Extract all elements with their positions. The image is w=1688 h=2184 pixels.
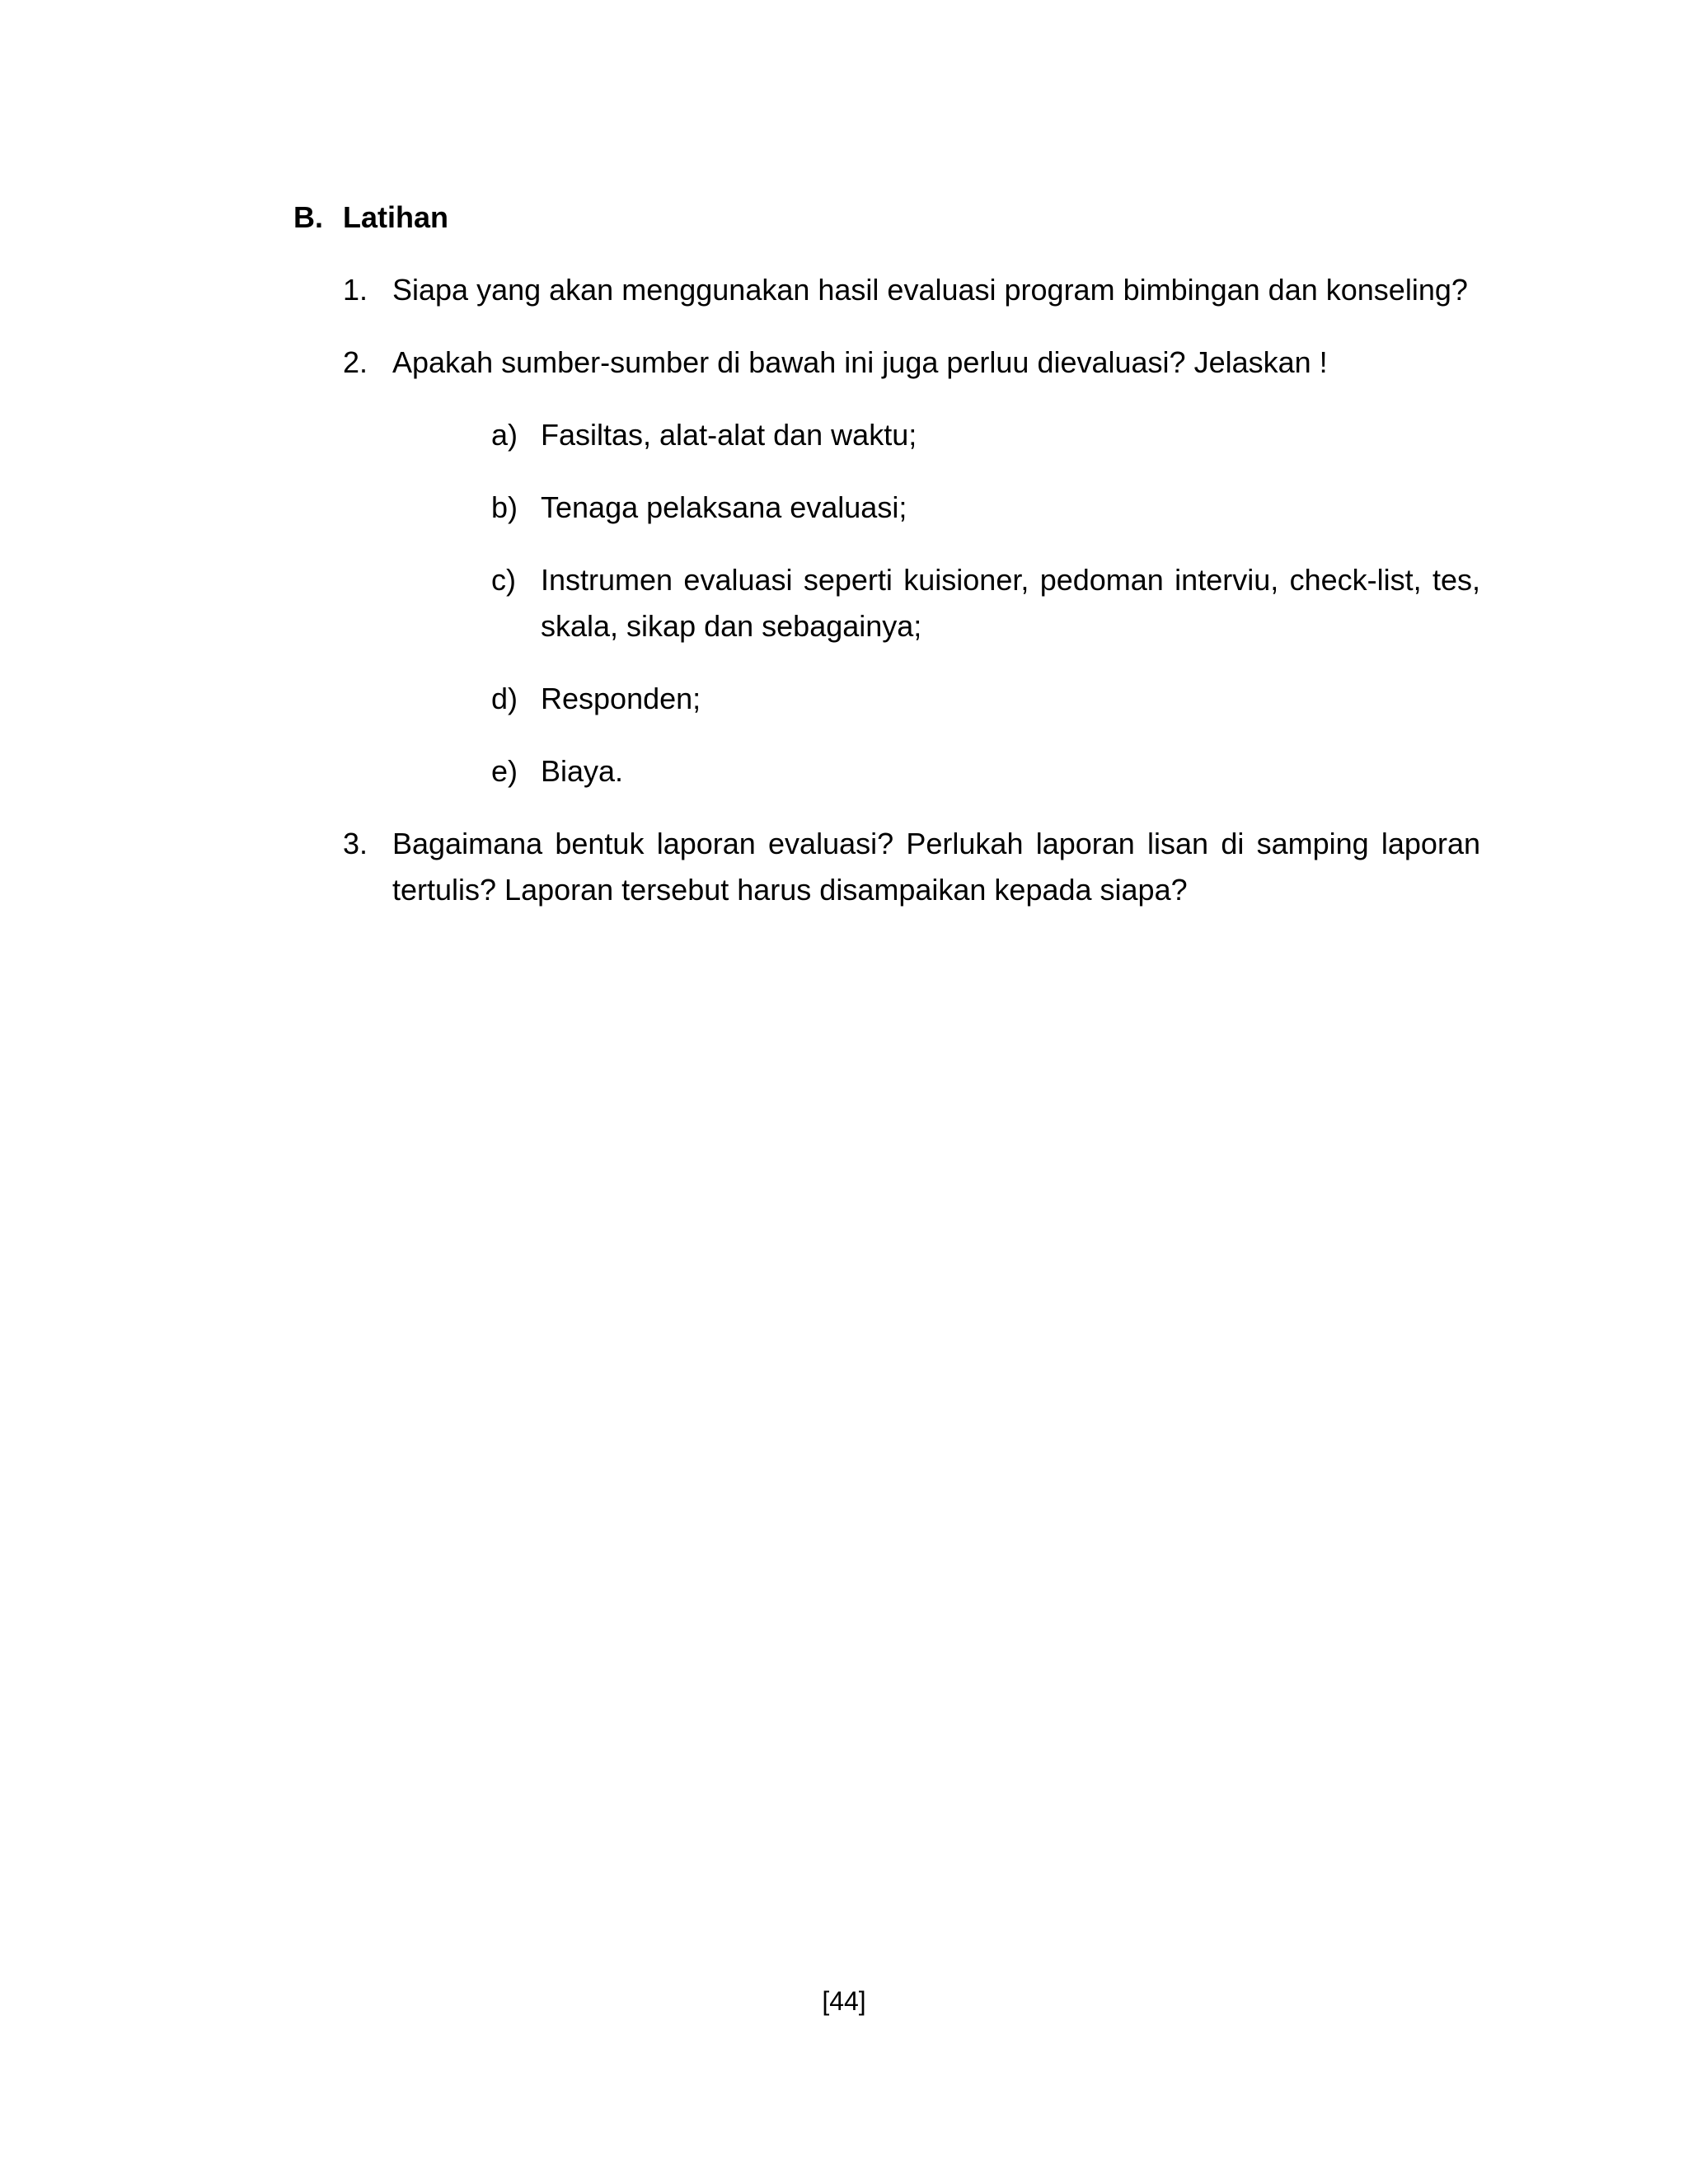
sub-item-text: Fasiltas, alat-alat dan waktu; xyxy=(541,418,917,452)
question-item-3 xyxy=(343,821,1480,913)
sub-item-text: Responden; xyxy=(541,682,701,715)
sub-item-d xyxy=(491,676,1480,722)
question-text: Apakah sumber-sumber di bawah ini juga perluu dievaluasi? Jelaskan ! xyxy=(392,345,1328,379)
question-list xyxy=(343,267,1480,940)
sub-item-a xyxy=(491,412,1480,458)
section-title: Latihan xyxy=(343,200,449,234)
sub-item-text: Tenaga pelaksana evaluasi; xyxy=(541,490,907,524)
page-number: [44] xyxy=(822,1986,866,2016)
question-item-1 xyxy=(343,267,1480,313)
sub-item-list xyxy=(491,412,1480,794)
sub-item-letter: b) xyxy=(491,490,518,524)
sub-item-letter: e) xyxy=(491,754,518,788)
question-item-2 xyxy=(343,340,1480,794)
question-body xyxy=(392,340,1480,794)
section-letter: B. xyxy=(293,200,323,234)
sub-item-text: Biaya. xyxy=(541,754,624,788)
sub-item-letter: c) xyxy=(491,563,516,597)
question-text: Bagaimana bentuk laporan evaluasi? Perlukah laporan lisan di samping laporan tertulis? Laporan tersebut harus disampaikan kepada siapa? xyxy=(392,827,1480,907)
question-number: 3. xyxy=(343,827,368,860)
sub-item-e xyxy=(491,748,1480,794)
section-heading xyxy=(293,196,448,239)
sub-item-b xyxy=(491,485,1480,531)
question-number: 2. xyxy=(343,345,368,379)
sub-item-letter: a) xyxy=(491,418,518,452)
question-text: Siapa yang akan menggunakan hasil evaluasi program bimbingan dan konseling? xyxy=(392,273,1468,307)
sub-item-text: Instrumen evaluasi seperti kuisioner, pedoman interviu, check-list, tes, skala, sikap dan sebagainya; xyxy=(541,563,1480,643)
question-number: 1. xyxy=(343,273,368,307)
sub-item-c xyxy=(491,557,1480,649)
sub-item-letter: d) xyxy=(491,682,518,715)
